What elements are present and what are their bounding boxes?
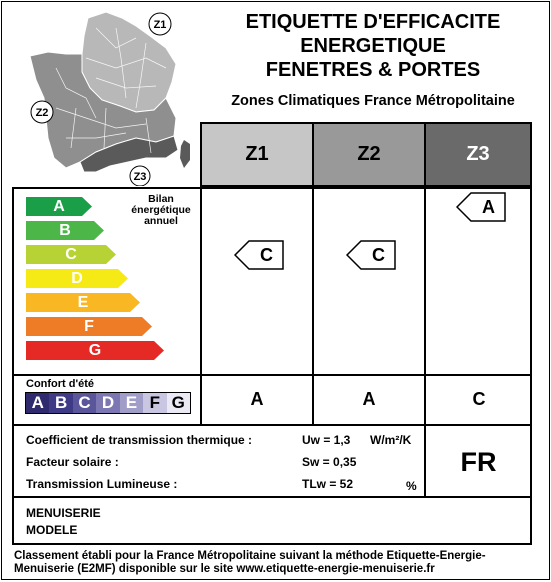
zone-header-z3: Z3 [424,122,532,187]
footer-line-1: Classement établi pour la France Métropolitaine suivant la méthode Etiquette-Energie- [14,550,486,562]
map-label-z1: Z1 [153,19,167,31]
tl-unit: % [406,479,417,493]
energy-class-bar-d [26,269,128,288]
title-line-2: ENERGETIQUE [300,35,446,57]
map-label-z2: Z2 [35,107,49,119]
energy-label [1,1,550,580]
energy-indicator-z1 [234,240,284,270]
title-line-1: ETIQUETTE D'EFFICACITE [245,11,501,33]
energy-class-letter: B [59,221,71,239]
zones-title: Zones Climatiques France Métropolitaine [231,93,515,109]
energy-class-letter: C [65,245,77,263]
energy-class-bar-e [26,293,140,312]
confort-ete-z2: A [362,388,376,409]
confort-class-c: C [73,393,96,413]
energy-indicator-z2 [346,240,396,270]
map-corsica [180,140,190,168]
menuiserie-label: MENUISERIE [26,506,101,520]
bilan-energetique-label: Bilan énergétique annuel [131,193,191,227]
sw-label: Facteur solaire : [26,455,119,469]
energy-class-letter: A [53,197,65,215]
energy-class-z1: C [260,244,273,265]
energy-class-z3: A [482,196,495,217]
energy-class-bar-b [26,221,104,240]
confort-class-e: E [120,393,143,413]
confort-class-f: F [143,393,166,413]
confort-ete-scale [25,392,191,414]
footer-note [14,550,544,576]
row-divider [12,424,532,426]
row-divider [12,374,532,376]
energy-class-letter: G [88,341,102,359]
label-title [198,10,548,82]
modele-label: MODELE [26,523,78,537]
confort-ete-label: Confort d'été [26,378,94,390]
tl-label: Transmission Lumineuse : [26,477,178,491]
tl-value: TLw = 52 [302,477,354,491]
energy-class-letter: E [77,293,89,311]
uw-label: Coefficient de transmission thermique : [26,433,253,447]
title-line-3: FENETRES & PORTES [265,59,481,81]
energy-class-bar-c [26,245,116,264]
energy-class-letter: D [71,269,83,287]
map-label-z3: Z3 [133,171,147,183]
confort-ete-z1: A [250,388,264,409]
energy-class-bar-a [26,197,92,216]
footer-line-2: Menuiserie (E2MF) disponible sur le site www.etiquette-energie-menuiserie.fr [14,563,435,575]
confort-class-d: D [96,393,119,413]
confort-ete-z3: C [472,388,486,409]
energy-indicator-z3 [456,192,506,222]
country-code: FR [460,446,497,477]
zone-header-z1: Z1 [200,122,314,187]
france-climate-map [26,8,196,186]
uw-value: Uw = 1,3 [302,433,351,447]
confort-class-b: B [49,393,72,413]
energy-class-letter: F [84,317,94,335]
energy-class-bar-f [26,317,152,336]
uw-unit: W/m²/K [370,433,412,447]
energy-class-z2: C [372,244,385,265]
confort-class-a: A [26,393,49,413]
zone-header-z2: Z2 [312,122,426,187]
sw-value: Sw = 0,35 [302,455,357,469]
confort-class-g: G [167,393,190,413]
energy-class-bar-g [26,341,164,360]
